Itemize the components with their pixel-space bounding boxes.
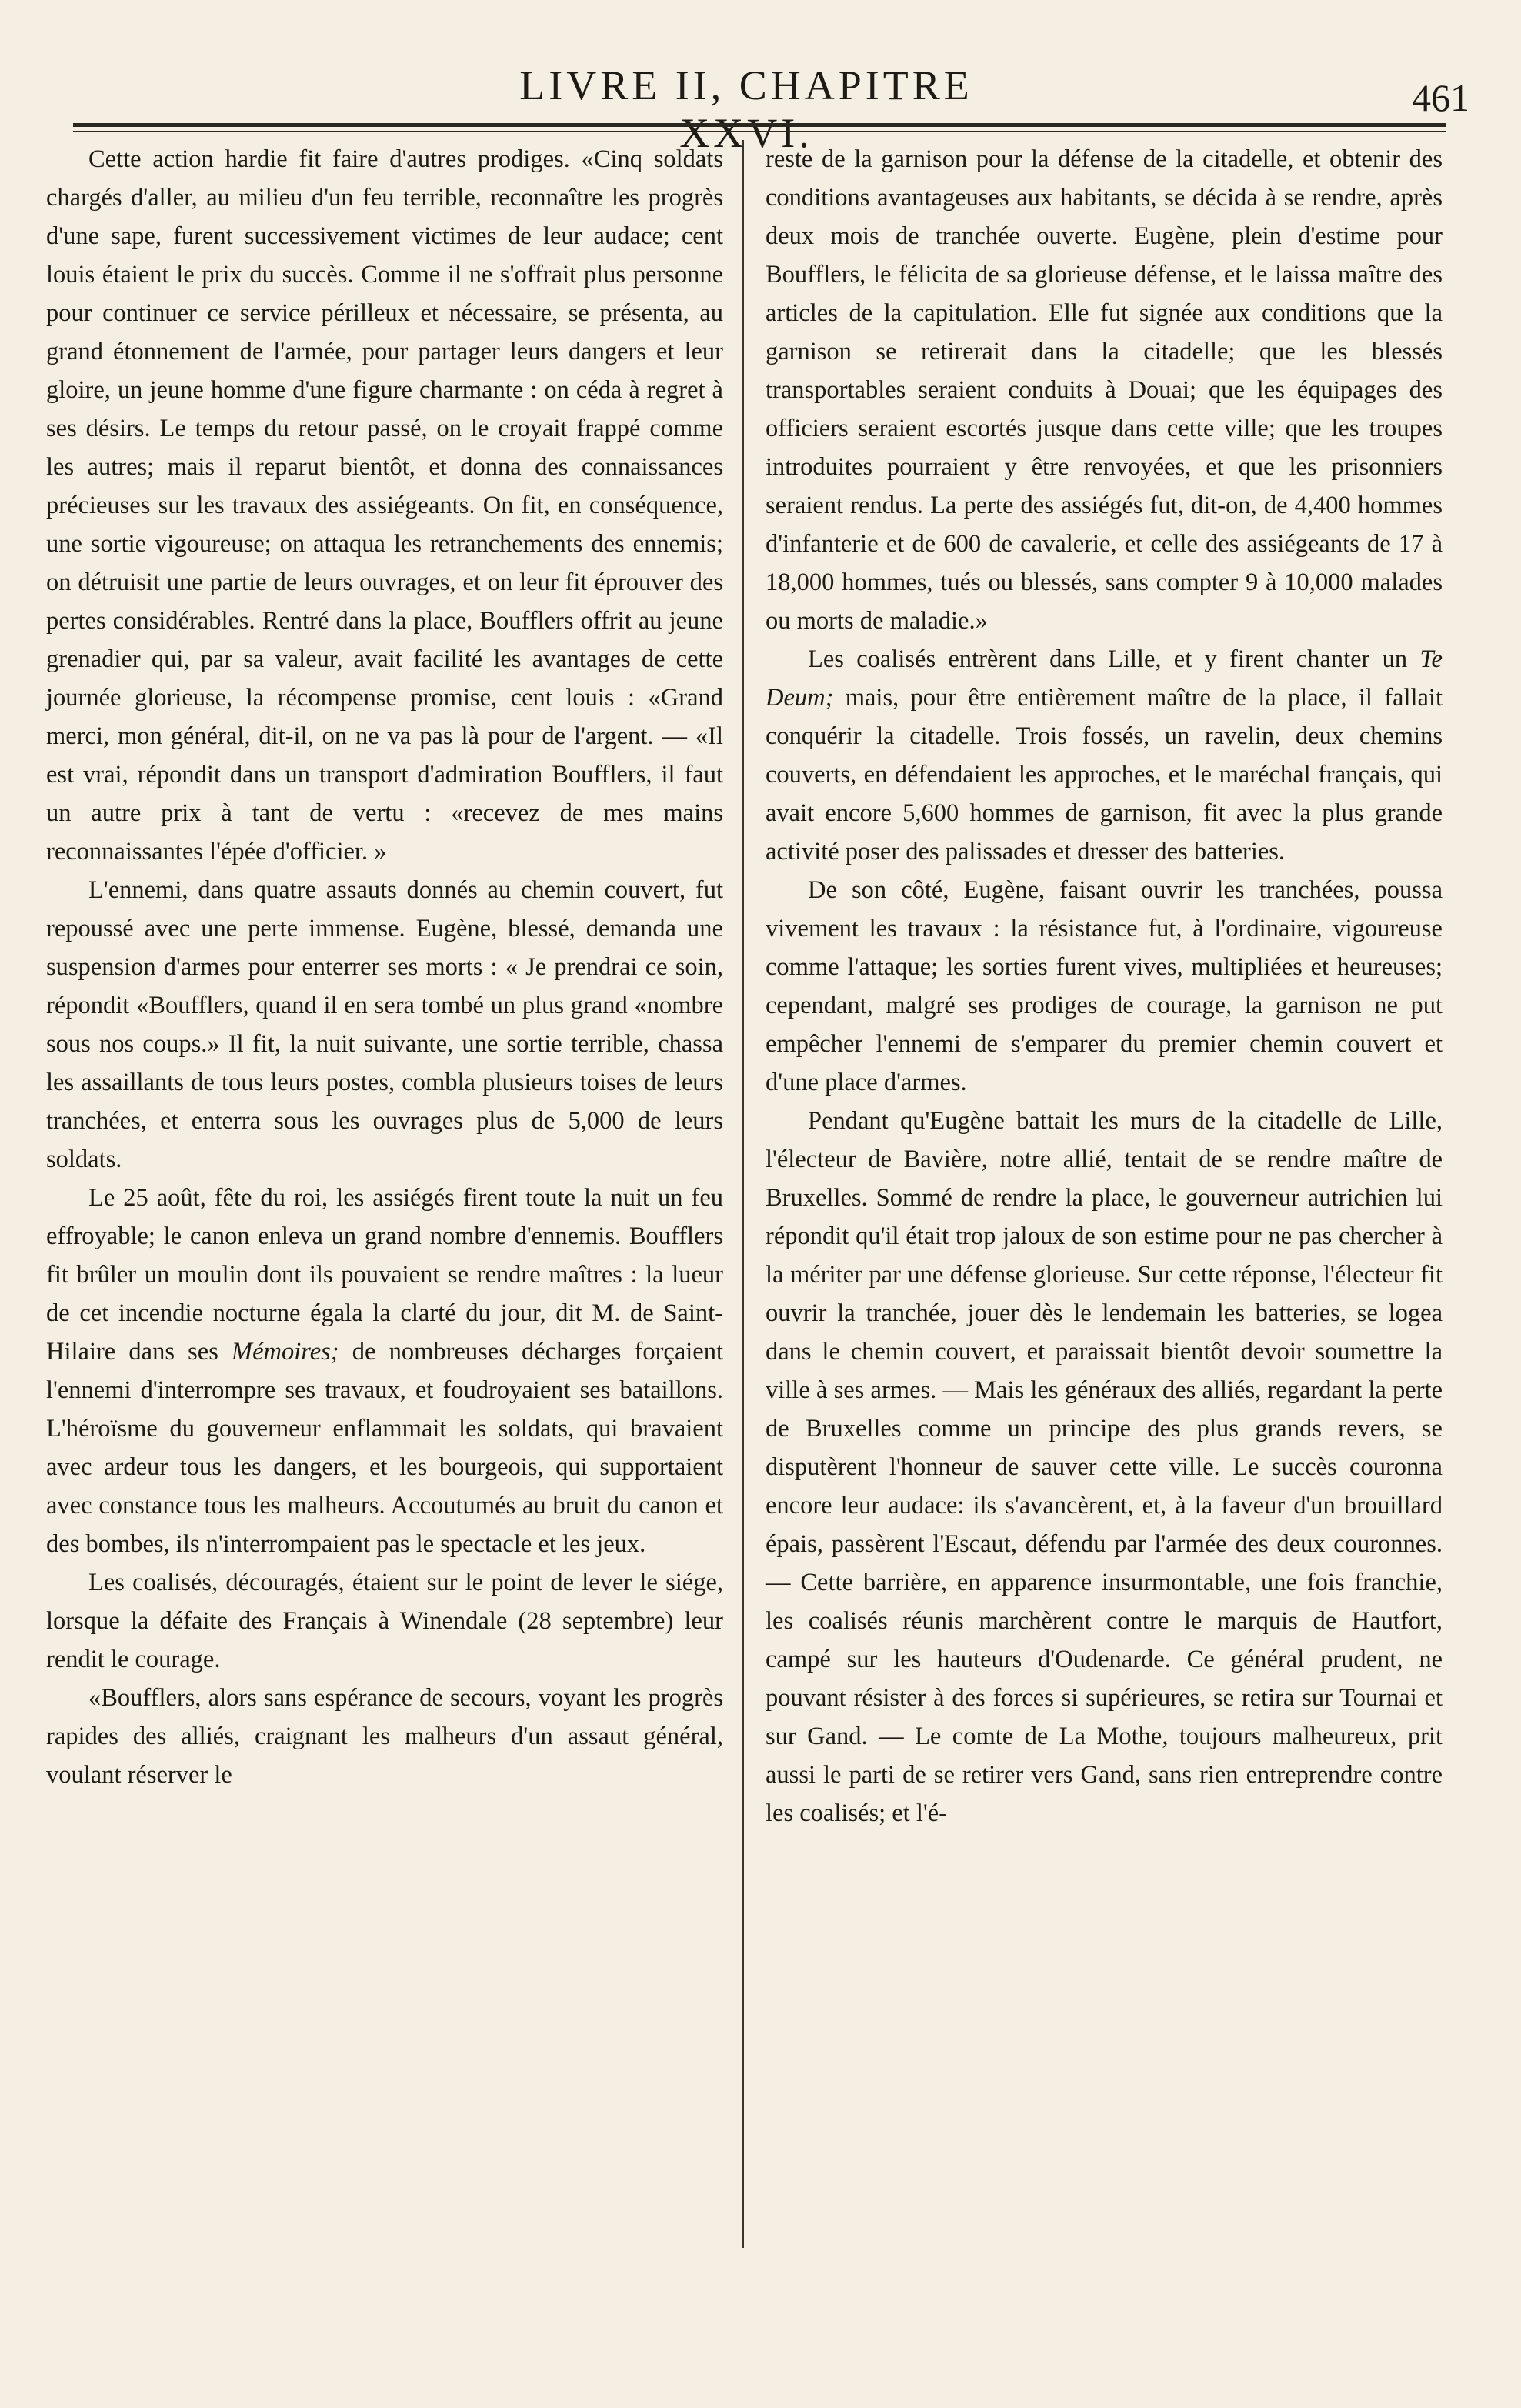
header-rule — [73, 123, 1446, 127]
italic-title: Te Deum; — [766, 645, 1443, 712]
running-head: LIVRE II, CHAPITRE XXVI. — [519, 62, 973, 156]
paragraph: De son côté, Eugène, faisant ouvrir les tranchées, poussa vivement les travaux : la résistance fut, à l'ordinaire, vigoureuse comme l'attaque; les sorties furent vives, multipliées et heureuses; cependant, malgré ses prodiges de courage, la garnison ne put empêcher l'ennemi de s'emparer du premier chemin couvert et d'une place d'armes. — [766, 876, 1443, 1096]
paragraph: Cette action hardie fit faire d'autres prodiges. «Cinq soldats chargés d'aller, au milieu d'un feu terrible, reconnaître les progrès d'une sape, furent successivement victimes de leur audace; cent louis étaient le prix du succès. Comme il ne s'offrait plus personne pour continuer ce service périlleux et nécessaire, se présenta, au grand étonnement de l'armée, pour partager leurs dangers et leur gloire, un jeune homme d'une figure charmante : on céda à regret à ses désirs. Le temps du retour passé, on le croyait frappé comme les autres; mais il reparut bientôt, et donna des connaissances précieuses sur les travaux des assiégeants. On fit, en conséquence, une sortie vigoureuse; on attaqua les retranchements des ennemis; on détruisit une partie de leurs ouvrages, et on leur fit éprouver des pertes considérables. Rentré dans la place, Boufflers offrit au jeune grenadier qui, par sa valeur, avait facilité les avantages de cette journée glorieuse, la récompense promise, cent louis : «Grand merci, mon général, dit-il, on ne va pas là pour de l'argent. — «Il est vrai, répondit dans un transport d'admiration Boufflers, il faut un autre prix à tant de vertu : «recevez de mes mains reconnaissantes l'épée d'officier. » — [46, 145, 723, 865]
italic-title: Mémoires; — [232, 1338, 339, 1366]
paragraph: Les coalisés, découragés, étaient sur le point de lever le siége, lorsque la défaite des Français à Winendale (28 septembre) leur rendit le courage. — [46, 1569, 723, 1673]
text-run: mais, pour être entièrement maître de la place, il fallait conquérir la citadelle. Trois fossés, un ravelin, deux chemins couverts, en défendaient les approches, et le maréchal français, qui avait encore 5,600 hommes de garnison, fit avec la plus grande activité poser des palissades et dresser des batteries. — [766, 684, 1443, 865]
text-run: Le 25 août, fête du roi, les assiégés firent toute la nuit un feu effroyable; le canon enleva un grand nombre d'ennemis. Boufflers fit brûler un moulin dont ils pouvaient se rendre maîtres : la lueur de cet incendie nocturne égala la clarté du jour, dit M. de Saint-Hilaire dans ses — [46, 1184, 723, 1366]
text-run: Les coalisés entrèrent dans Lille, et y firent chanter un — [808, 645, 1420, 673]
column-divider — [742, 140, 744, 2248]
paragraph: «Boufflers, alors sans espérance de secours, voyant les progrès rapides des alliés, craignant les malheurs d'un assaut général, voulant réserver le — [46, 1684, 723, 1789]
page-number: 461 — [1412, 76, 1469, 119]
page-header — [0, 54, 1521, 156]
right-column — [766, 140, 1443, 2263]
paragraph: L'ennemi, dans quatre assauts donnés au chemin couvert, fut repoussé avec une perte immense. Eugène, blessé, demanda une suspension d'armes pour enterrer ses morts : « Je prendrai ce soin, répondit «Boufflers, quand il en sera tombé un plus grand «nombre sous nos coups.» Il fit, la nuit suivante, une sortie terrible, chassa les assaillants de tous leurs postes, combla plusieurs toises de leurs tranchées, et enterra sous les ouvrages plus de 5,000 de leurs soldats. — [46, 876, 723, 1173]
left-column — [46, 140, 723, 2263]
paragraph — [766, 640, 1443, 871]
text-run: de nombreuses décharges forçaient l'ennemi d'interrompre ses travaux, et foudroyaient ses bataillons. L'héroïsme du gouverneur enflammait les soldats, qui bravaient avec ardeur tous les dangers, et les bourgeois, qui supportaient avec constance tous les malheurs. Accoutumés au bruit du canon et des bombes, ils n'interrompaient pas le spectacle et les jeux. — [46, 1338, 723, 1558]
paragraph: reste de la garnison pour la défense de la citadelle, et obtenir des conditions avantageuses aux habitants, se décida à se rendre, après deux mois de tranchée ouverte. Eugène, plein d'estime pour Boufflers, le félicita de sa glorieuse défense, et le laissa maître des articles de la capitulation. Elle fut signée aux conditions que la garnison se retirerait dans la citadelle; que les blessés transportables seraient conduits à Douai; que les équipages des officiers seraient escortés jusque dans cette ville; que les troupes introduites pourraient y être renvoyées, et que les prisonniers seraient rendus. La perte des assiégés fut, dit-on, de 4,400 hommes d'infanterie et de 600 de cavalerie, et celle des assiégeants de 17 à 18,000 hommes, tués ou blessés, sans compter 9 à 10,000 malades ou morts de maladie.» — [766, 145, 1443, 635]
header-rule-thin — [73, 131, 1446, 132]
paragraph — [46, 1179, 723, 1563]
paragraph: Pendant qu'Eugène battait les murs de la citadelle de Lille, l'électeur de Bavière, notre allié, tentait de se rendre maître de Bruxelles. Sommé de rendre la place, le gouverneur autrichien lui répondit qu'il était trop jaloux de son estime pour ne pas chercher à la mériter par une défense glorieuse. Sur cette réponse, l'électeur fit ouvrir la tranchée, jouer dès le lendemain les batteries, se logea dans le chemin couvert, et paraissait bientôt devoir soumettre la ville à ses armes. — Mais les généraux des alliés, regardant la perte de Bruxelles comme un principe des plus grands revers, se disputèrent l'honneur de sauver cette ville. Le succès couronna encore leur audace: ils s'avancèrent, et, à la faveur d'un brouillard épais, passèrent l'Escaut, défendu par l'armée des deux couronnes. — Cette barrière, en apparence insurmontable, une fois franchie, les coalisés réunis marchèrent contre le marquis de Hautfort, campé sur les hauteurs d'Oudenarde. Ce général prudent, ne pouvant résister à des forces si supérieures, se retira sur Tournai et sur Gand. — Le comte de La Mothe, toujours malheureux, prit aussi le parti de se retirer vers Gand, sans rien entreprendre contre les coalisés; et l'é- — [766, 1107, 1443, 1827]
